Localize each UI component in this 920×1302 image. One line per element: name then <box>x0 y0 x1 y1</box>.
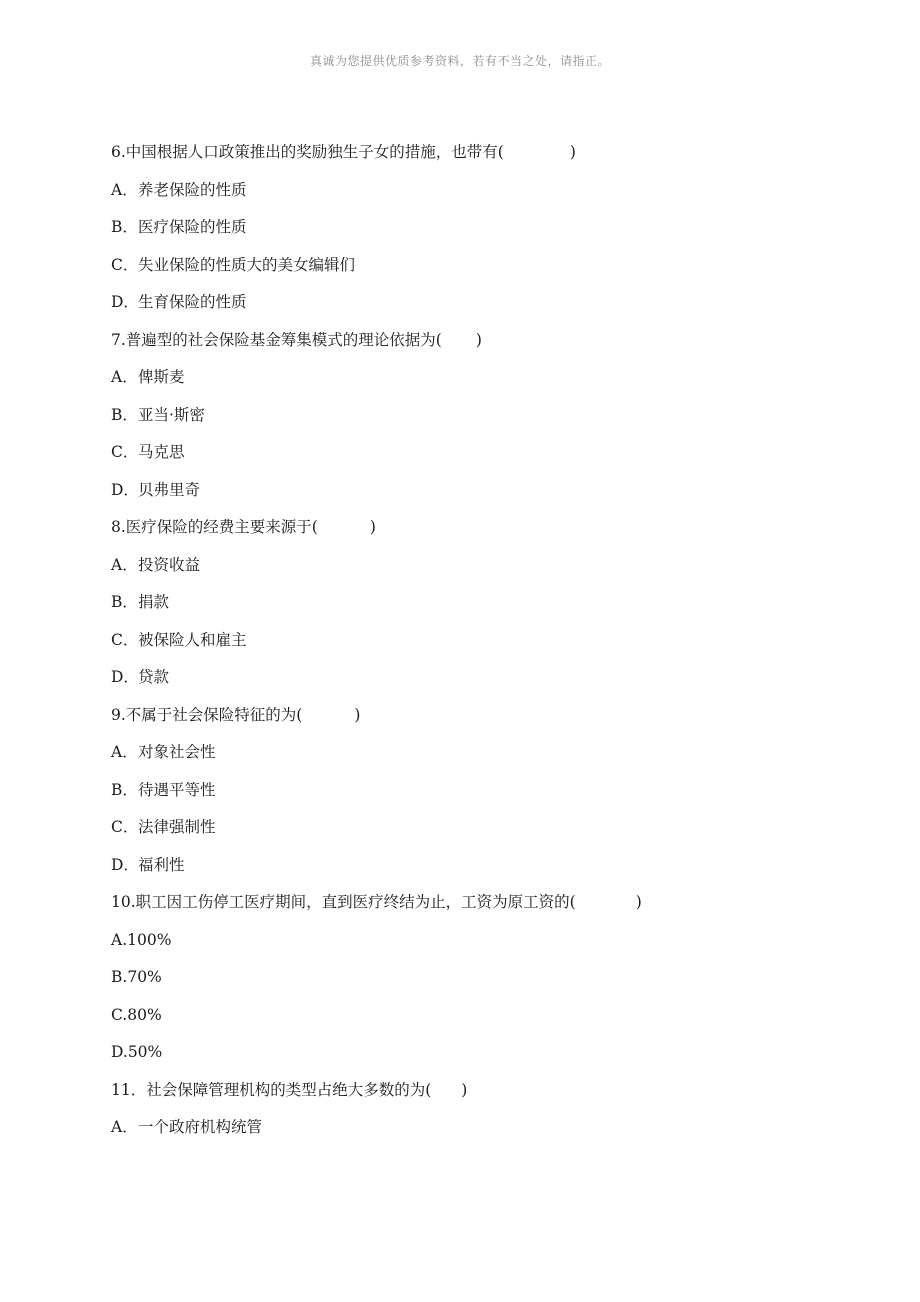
option-text: 俾斯麦 <box>138 368 185 386</box>
option-label: A． <box>111 368 138 386</box>
option-text: 80% <box>127 1005 162 1024</box>
question-list <box>111 139 871 1152</box>
option-label: A． <box>111 180 138 199</box>
question-stem-text: 8.医疗保险的经费主要来源于( <box>111 518 318 536</box>
question-8-option-c <box>111 627 871 665</box>
question-9-stem <box>111 702 871 740</box>
option-label: D． <box>111 855 139 874</box>
question-8-option-d <box>111 664 871 702</box>
option-label: B. <box>111 968 128 986</box>
question-9-option-a <box>111 739 871 777</box>
question-6-option-a <box>111 177 871 215</box>
option-text: 100% <box>127 930 172 949</box>
question-11-option-a <box>111 1114 871 1152</box>
option-label: B． <box>111 218 138 236</box>
question-stem-text: 11．社会保障管理机构的类型占绝大多数的为( <box>111 1080 432 1099</box>
option-text: 对象社会性 <box>138 743 216 761</box>
option-text: 失业保险的性质大的美女编辑们 <box>138 255 356 274</box>
question-9-option-c <box>111 814 871 852</box>
option-label: B． <box>111 593 138 611</box>
question-7-option-a <box>111 364 871 402</box>
option-text: 贷款 <box>138 668 170 686</box>
question-10-stem <box>111 889 871 927</box>
option-text: 投资收益 <box>138 555 201 574</box>
option-label: B． <box>111 780 138 799</box>
question-7-stem <box>111 327 871 365</box>
question-10-option-d <box>111 1039 871 1077</box>
option-label: D． <box>111 480 139 499</box>
option-text: 被保险人和雇主 <box>138 630 247 649</box>
question-close-paren: ) <box>569 143 576 161</box>
option-text: 福利性 <box>138 855 185 874</box>
option-text: 医疗保险的性质 <box>138 218 247 236</box>
question-7-option-b <box>111 402 871 440</box>
option-label: D． <box>111 293 139 311</box>
option-label: A． <box>111 555 138 574</box>
question-6-stem <box>111 139 871 177</box>
option-text: 捐款 <box>138 593 170 611</box>
question-close-paren: ) <box>635 893 642 911</box>
question-close-paren: ) <box>475 330 482 349</box>
question-stem-text: 9.不属于社会保险特征的为( <box>111 705 303 724</box>
question-6-option-c <box>111 252 871 290</box>
option-label: D． <box>111 668 139 686</box>
question-10-option-b <box>111 964 871 1002</box>
option-text: 亚当·斯密 <box>138 405 205 424</box>
question-8-stem <box>111 514 871 552</box>
question-8-option-b <box>111 589 871 627</box>
option-label: C． <box>111 443 139 461</box>
option-text: 养老保险的性质 <box>138 180 247 199</box>
option-text: 一个政府机构统管 <box>138 1118 263 1136</box>
option-text: 贝弗里奇 <box>138 480 201 499</box>
option-text: 50% <box>127 1043 163 1061</box>
option-label: C． <box>111 630 139 649</box>
question-6-option-d <box>111 289 871 327</box>
option-label: A. <box>111 930 128 949</box>
option-label: C． <box>111 255 139 274</box>
question-9-option-d <box>111 852 871 890</box>
question-10-option-a <box>111 927 871 965</box>
question-8-option-a <box>111 552 871 590</box>
question-7-option-c <box>111 439 871 477</box>
question-7-option-d <box>111 477 871 515</box>
option-label: D. <box>111 1043 128 1061</box>
option-text: 70% <box>127 968 162 986</box>
question-6-option-b <box>111 214 871 252</box>
question-9-option-b <box>111 777 871 815</box>
question-close-paren: ) <box>369 518 376 536</box>
option-label: C. <box>111 1005 128 1024</box>
question-stem-text: 6.中国根据人口政策推出的奖励独生子女的措施，也带有( <box>111 143 504 161</box>
question-close-paren: ) <box>354 705 361 724</box>
question-11-stem <box>111 1077 871 1115</box>
question-close-paren: ) <box>461 1080 468 1099</box>
option-label: B． <box>111 405 138 424</box>
question-stem-text: 10.职工因工伤停工医疗期间，直到医疗终结为止，工资为原工资的( <box>111 893 576 911</box>
option-label: A． <box>111 743 138 761</box>
header-note: 真诚为您提供优质参考资料，若有不当之处，请指正。 <box>309 54 610 68</box>
option-label: A． <box>111 1118 138 1136</box>
question-stem-text: 7.普遍型的社会保险基金筹集模式的理论依据为( <box>111 330 442 349</box>
option-label: C． <box>111 818 139 836</box>
option-text: 生育保险的性质 <box>138 293 247 311</box>
option-text: 法律强制性 <box>138 818 216 836</box>
option-text: 待遇平等性 <box>138 780 216 799</box>
option-text: 马克思 <box>138 443 185 461</box>
question-10-option-c <box>111 1002 871 1040</box>
